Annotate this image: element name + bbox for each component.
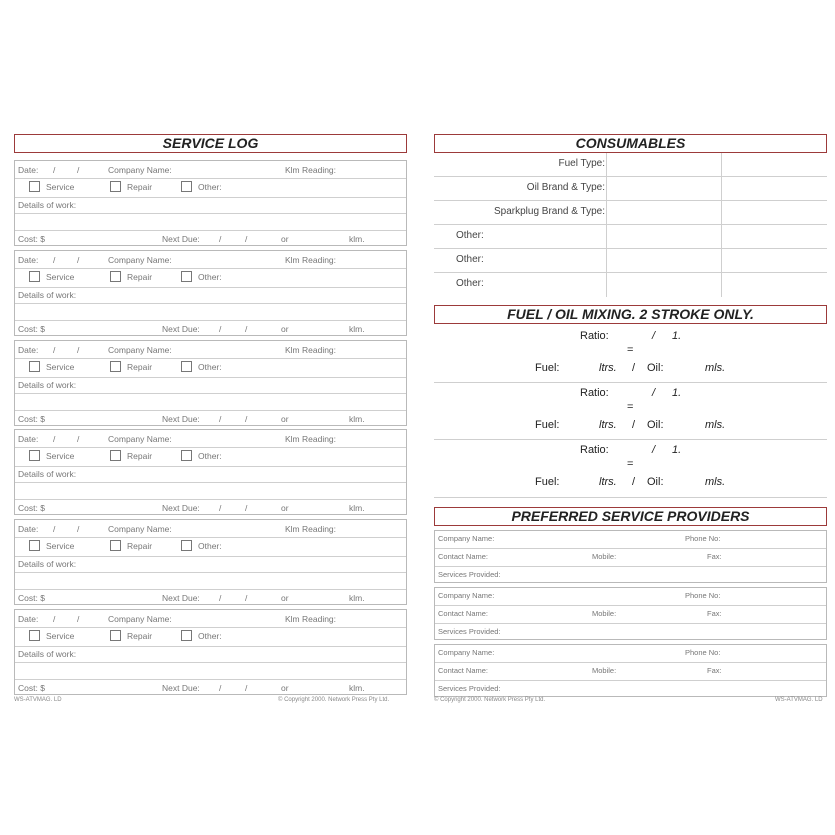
klm-label: klm. xyxy=(349,593,365,603)
consumables-row xyxy=(434,177,827,201)
other-label: Other: xyxy=(198,631,222,641)
provider-mobile-label: Mobile: xyxy=(592,666,617,675)
provider-fax-label: Fax: xyxy=(707,666,722,675)
service-entry xyxy=(14,429,407,515)
repair-label: Repair xyxy=(127,272,153,282)
next-due-label: Next Due: xyxy=(162,683,200,693)
service-checkbox[interactable] xyxy=(29,271,40,282)
provider-services-label: Services Provided: xyxy=(438,627,501,636)
details-of-work-label: Details of work: xyxy=(18,200,77,210)
service-label: Service xyxy=(46,272,75,282)
or-label: or xyxy=(281,234,289,244)
other-label: Other: xyxy=(456,278,484,289)
ltrs-label: ltrs. xyxy=(599,476,617,488)
service-entry xyxy=(14,519,407,605)
service-entry xyxy=(14,250,407,336)
fuel-label: Fuel: xyxy=(535,419,560,431)
cost-label: Cost: $ xyxy=(18,414,45,424)
klm-reading-label: Klm Reading: xyxy=(285,434,337,444)
repair-label: Repair xyxy=(127,541,153,551)
ratio-slash: / xyxy=(652,444,656,456)
provider-rule xyxy=(435,548,826,549)
entry-rule xyxy=(15,589,406,590)
entry-rule xyxy=(15,646,406,647)
provider-block xyxy=(434,644,827,697)
company-name-label: Company Name: xyxy=(108,614,172,624)
ratio-label: Ratio: xyxy=(580,444,609,456)
entry-rule xyxy=(15,213,406,214)
provider-mobile-label: Mobile: xyxy=(592,609,617,618)
entry-rule xyxy=(15,466,406,467)
next-due-slash: / xyxy=(245,414,248,424)
fuel-oil-slash: / xyxy=(632,362,636,374)
next-due-label: Next Due: xyxy=(162,234,200,244)
entry-rule xyxy=(15,572,406,573)
entry-rule xyxy=(15,679,406,680)
cost-label: Cost: $ xyxy=(18,683,45,693)
next-due-slash: / xyxy=(245,234,248,244)
service-checkbox[interactable] xyxy=(29,540,40,551)
entry-rule xyxy=(15,537,406,538)
klm-reading-label: Klm Reading: xyxy=(285,165,337,175)
klm-label: klm. xyxy=(349,414,365,424)
klm-label: klm. xyxy=(349,324,365,334)
repair-checkbox[interactable] xyxy=(110,181,121,192)
entry-rule xyxy=(15,662,406,663)
entry-rule xyxy=(15,377,406,378)
service-checkbox[interactable] xyxy=(29,361,40,372)
fuel-oil-slash: / xyxy=(632,476,636,488)
repair-label: Repair xyxy=(127,451,153,461)
next-due-label: Next Due: xyxy=(162,324,200,334)
consumables-title: CONSUMABLES xyxy=(434,134,827,153)
date-slash: / xyxy=(77,614,80,624)
fuel-label: Fuel: xyxy=(535,476,560,488)
ratio-label: Ratio: xyxy=(580,330,609,342)
repair-checkbox[interactable] xyxy=(110,630,121,641)
service-entry xyxy=(14,160,407,246)
date-slash: / xyxy=(53,165,56,175)
provider-mobile-label: Mobile: xyxy=(592,552,617,561)
next-due-slash: / xyxy=(245,324,248,334)
date-label: Date: xyxy=(18,345,39,355)
equals-sign: = xyxy=(627,344,634,356)
consumables-divider xyxy=(606,153,607,297)
entry-rule xyxy=(15,499,406,500)
provider-rule xyxy=(435,662,826,663)
entry-rule xyxy=(15,230,406,231)
fuel-oil-mixing-title: FUEL / OIL MIXING. 2 STROKE ONLY. xyxy=(434,305,827,324)
provider-block xyxy=(434,530,827,583)
date-slash: / xyxy=(77,345,80,355)
right-footer-code: WS-ATVMAG. LD xyxy=(775,697,823,703)
other-label: Other: xyxy=(198,362,222,372)
date-slash: / xyxy=(53,614,56,624)
equals-sign: = xyxy=(627,401,634,413)
entry-rule xyxy=(15,447,406,448)
repair-checkbox[interactable] xyxy=(110,361,121,372)
next-due-slash: / xyxy=(245,593,248,603)
date-label: Date: xyxy=(18,255,39,265)
company-name-label: Company Name: xyxy=(108,434,172,444)
entry-rule xyxy=(15,627,406,628)
left-footer-code: WS-ATVMAG. LD xyxy=(14,697,62,703)
next-due-slash: / xyxy=(245,683,248,693)
ratio-slash: / xyxy=(652,330,656,342)
other-checkbox[interactable] xyxy=(181,181,192,192)
other-checkbox[interactable] xyxy=(181,450,192,461)
ratio-label: Ratio: xyxy=(580,387,609,399)
or-label: or xyxy=(281,593,289,603)
date-slash: / xyxy=(77,165,80,175)
provider-phone-label: Phone No: xyxy=(685,534,721,543)
next-due-label: Next Due: xyxy=(162,593,200,603)
other-label: Other: xyxy=(456,230,484,241)
next-due-label: Next Due: xyxy=(162,503,200,513)
date-slash: / xyxy=(77,434,80,444)
service-checkbox[interactable] xyxy=(29,181,40,192)
service-entry xyxy=(14,340,407,426)
consumables-row xyxy=(434,249,827,273)
other-label: Other: xyxy=(198,272,222,282)
provider-services-label: Services Provided: xyxy=(438,684,501,693)
date-label: Date: xyxy=(18,524,39,534)
ltrs-label: ltrs. xyxy=(599,362,617,374)
service-label: Service xyxy=(46,541,75,551)
other-label: Other: xyxy=(456,254,484,265)
provider-contact-label: Contact Name: xyxy=(438,666,489,675)
service-label: Service xyxy=(46,182,75,192)
service-checkbox[interactable] xyxy=(29,630,40,641)
date-slash: / xyxy=(53,255,56,265)
repair-label: Repair xyxy=(127,182,153,192)
equals-sign: = xyxy=(627,458,634,470)
klm-label: klm. xyxy=(349,234,365,244)
other-checkbox[interactable] xyxy=(181,271,192,282)
other-label: Other: xyxy=(198,182,222,192)
consumables-row xyxy=(434,153,827,177)
ratio-one: 1. xyxy=(672,330,682,342)
or-label: or xyxy=(281,503,289,513)
repair-checkbox[interactable] xyxy=(110,450,121,461)
provider-company-label: Company Name: xyxy=(438,591,495,600)
entry-rule xyxy=(15,197,406,198)
provider-contact-label: Contact Name: xyxy=(438,609,489,618)
provider-company-label: Company Name: xyxy=(438,534,495,543)
klm-reading-label: Klm Reading: xyxy=(285,524,337,534)
oil-brand-label: Oil Brand & Type: xyxy=(526,182,605,193)
entry-rule xyxy=(15,287,406,288)
mixing-separator xyxy=(434,382,827,383)
mixing-separator xyxy=(434,497,827,498)
provider-contact-label: Contact Name: xyxy=(438,552,489,561)
date-slash: / xyxy=(77,524,80,534)
fuel-oil-slash: / xyxy=(632,419,636,431)
oil-label: Oil: xyxy=(647,419,664,431)
cost-label: Cost: $ xyxy=(18,503,45,513)
ltrs-label: ltrs. xyxy=(599,419,617,431)
other-checkbox[interactable] xyxy=(181,361,192,372)
mls-label: mls. xyxy=(705,362,726,374)
fuel-type-label: Fuel Type: xyxy=(558,158,605,169)
date-slash: / xyxy=(77,255,80,265)
entry-rule xyxy=(15,556,406,557)
company-name-label: Company Name: xyxy=(108,165,172,175)
entry-rule xyxy=(15,303,406,304)
provider-services-label: Services Provided: xyxy=(438,570,501,579)
repair-checkbox[interactable] xyxy=(110,271,121,282)
provider-rule xyxy=(435,605,826,606)
other-label: Other: xyxy=(198,451,222,461)
oil-label: Oil: xyxy=(647,476,664,488)
other-checkbox[interactable] xyxy=(181,630,192,641)
entry-rule xyxy=(15,358,406,359)
service-entry xyxy=(14,609,407,695)
details-of-work-label: Details of work: xyxy=(18,290,77,300)
next-due-slash: / xyxy=(219,683,222,693)
entry-rule xyxy=(15,178,406,179)
provider-company-label: Company Name: xyxy=(438,648,495,657)
repair-checkbox[interactable] xyxy=(110,540,121,551)
next-due-slash: / xyxy=(219,414,222,424)
klm-reading-label: Klm Reading: xyxy=(285,614,337,624)
entry-rule xyxy=(15,268,406,269)
consumables-row xyxy=(434,273,827,297)
consumables-table xyxy=(434,153,827,297)
provider-rule xyxy=(435,566,826,567)
service-checkbox[interactable] xyxy=(29,450,40,461)
other-checkbox[interactable] xyxy=(181,540,192,551)
company-name-label: Company Name: xyxy=(108,345,172,355)
date-slash: / xyxy=(53,434,56,444)
next-due-slash: / xyxy=(219,234,222,244)
ratio-slash: / xyxy=(652,387,656,399)
service-log-title: SERVICE LOG xyxy=(14,134,407,153)
date-slash: / xyxy=(53,345,56,355)
klm-reading-label: Klm Reading: xyxy=(285,345,337,355)
klm-label: klm. xyxy=(349,503,365,513)
next-due-label: Next Due: xyxy=(162,414,200,424)
repair-label: Repair xyxy=(127,631,153,641)
date-slash: / xyxy=(53,524,56,534)
mls-label: mls. xyxy=(705,476,726,488)
klm-label: klm. xyxy=(349,683,365,693)
repair-label: Repair xyxy=(127,362,153,372)
next-due-slash: / xyxy=(219,503,222,513)
service-label: Service xyxy=(46,451,75,461)
mls-label: mls. xyxy=(705,419,726,431)
next-due-slash: / xyxy=(219,593,222,603)
cost-label: Cost: $ xyxy=(18,593,45,603)
consumables-row xyxy=(434,201,827,225)
company-name-label: Company Name: xyxy=(108,255,172,265)
date-label: Date: xyxy=(18,165,39,175)
fuel-label: Fuel: xyxy=(535,362,560,374)
or-label: or xyxy=(281,324,289,334)
sparkplug-brand-label: Sparkplug Brand & Type: xyxy=(494,206,605,217)
entry-rule xyxy=(15,393,406,394)
provider-fax-label: Fax: xyxy=(707,552,722,561)
entry-rule xyxy=(15,410,406,411)
service-label: Service xyxy=(46,362,75,372)
details-of-work-label: Details of work: xyxy=(18,380,77,390)
details-of-work-label: Details of work: xyxy=(18,469,77,479)
right-footer-copyright: © Copyright 2000. Network Press Pty Ltd. xyxy=(434,697,546,703)
details-of-work-label: Details of work: xyxy=(18,559,77,569)
date-label: Date: xyxy=(18,434,39,444)
service-label: Service xyxy=(46,631,75,641)
entry-rule xyxy=(15,482,406,483)
ratio-one: 1. xyxy=(672,444,682,456)
consumables-divider xyxy=(721,153,722,297)
cost-label: Cost: $ xyxy=(18,234,45,244)
provider-fax-label: Fax: xyxy=(707,609,722,618)
entry-rule xyxy=(15,320,406,321)
oil-label: Oil: xyxy=(647,362,664,374)
provider-block xyxy=(434,587,827,640)
or-label: or xyxy=(281,414,289,424)
company-name-label: Company Name: xyxy=(108,524,172,534)
provider-rule xyxy=(435,680,826,681)
mixing-separator xyxy=(434,439,827,440)
next-due-slash: / xyxy=(219,324,222,334)
klm-reading-label: Klm Reading: xyxy=(285,255,337,265)
details-of-work-label: Details of work: xyxy=(18,649,77,659)
other-label: Other: xyxy=(198,541,222,551)
date-label: Date: xyxy=(18,614,39,624)
cost-label: Cost: $ xyxy=(18,324,45,334)
provider-phone-label: Phone No: xyxy=(685,648,721,657)
or-label: or xyxy=(281,683,289,693)
provider-rule xyxy=(435,623,826,624)
left-footer-copyright: © Copyright 2000. Network Press Pty Ltd. xyxy=(278,697,390,703)
consumables-row xyxy=(434,225,827,249)
next-due-slash: / xyxy=(245,503,248,513)
preferred-service-providers-title: PREFERRED SERVICE PROVIDERS xyxy=(434,507,827,526)
ratio-one: 1. xyxy=(672,387,682,399)
provider-phone-label: Phone No: xyxy=(685,591,721,600)
